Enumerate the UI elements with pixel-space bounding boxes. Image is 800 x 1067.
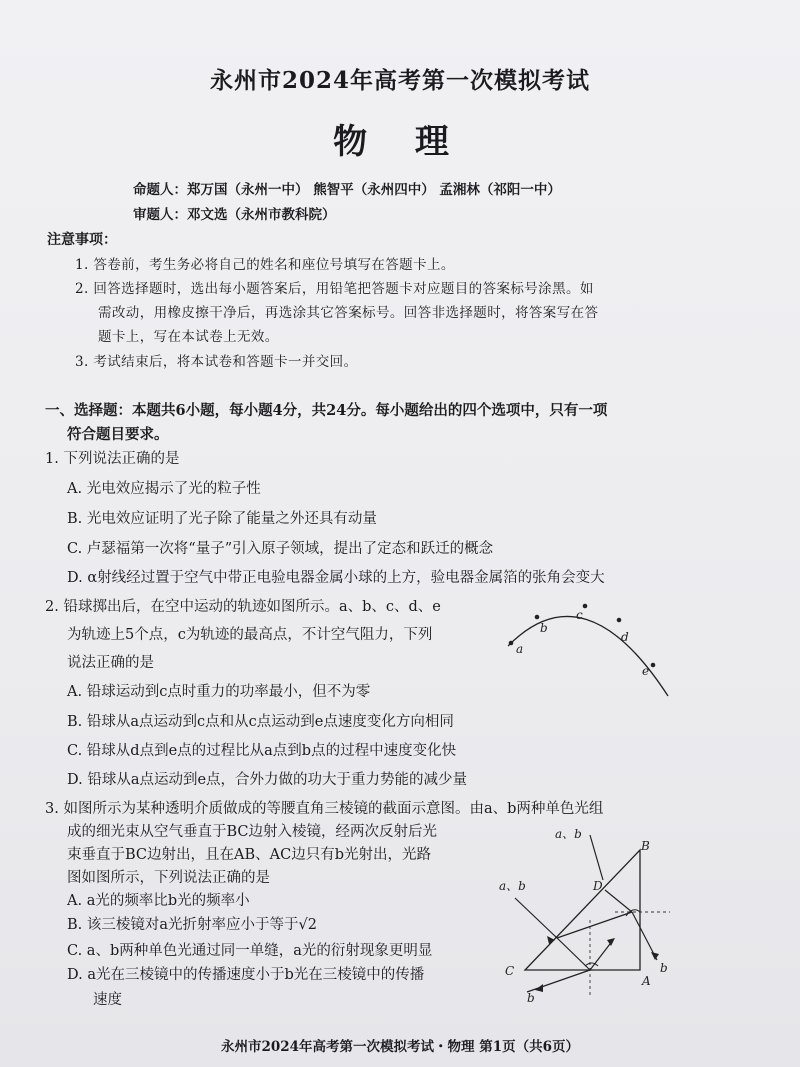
label-b-right: b [660, 961, 668, 975]
question-1-stem: 1. 下列说法正确的是 [45, 451, 180, 467]
notice-item: 题卡上，写在本试卷上无效。 [98, 329, 279, 345]
question-3-option-a: A. a光的频率比b光的频率小 [67, 893, 250, 909]
question-2-stem: 为轨迹上5个点，c为轨迹的最高点，不计空气阻力，下列 [67, 627, 433, 643]
question-2-option-b: B. 铅球从a点运动到c点和从c点运动到e点速度变化方向相同 [67, 714, 454, 730]
prism-figure [495, 820, 695, 1005]
question-2-option-a: A. 铅球运动到c点时重力的功率最小，但不为零 [67, 684, 371, 700]
point-d [617, 618, 622, 623]
question-3-stem: 束垂直于BC边射出，且在AB、AC边只有b光射出，光路 [67, 847, 431, 863]
label-B: B [641, 839, 650, 853]
label-C: C [505, 964, 515, 978]
question-3-option-b: B. 该三棱镜对a光折射率应小于等于√2 [67, 917, 317, 933]
question-1-option-b: B. 光电效应证明了光子除了能量之外还具有动量 [67, 511, 377, 527]
author-credits: 命题人：郑万国（永州一中） 熊智平（永州四中） 孟湘林（祁阳一中） [133, 182, 561, 198]
question-2-stem: 2. 铅球掷出后，在空中运动的轨迹如图所示。a、b、c、d、e [45, 599, 441, 615]
trajectory-curve [508, 616, 668, 696]
trajectory-figure [490, 590, 690, 705]
notice-item: 需改动，用橡皮擦干净后，再选涂其它答案标号。回答非选择题时，将答案写在答 [98, 305, 599, 321]
question-3-stem: 成的细光束从空气垂直于BC边射入棱镜，经两次反射后光 [67, 824, 438, 840]
label-e: e [642, 664, 650, 678]
question-3-option-d: D. a光在三棱镜中的传播速度小于b光在三棱镜中的传播 [67, 967, 425, 983]
notice-item: 3. 考试结束后，将本试卷和答题卡一并交回。 [75, 354, 358, 370]
section-heading: 一、选择题：本题共6小题，每小题4分，共24分。每小题给出的四个选项中，只有一项 [45, 402, 608, 419]
question-3-option-c: C. a、b两种单色光通过同一单缝，a光的衍射现象更明显 [67, 943, 433, 959]
label-a: a [516, 642, 524, 656]
subject-title: 物 理 [333, 122, 467, 162]
question-2-option-c: C. 铅球从d点到e点的过程比从a点到b点的过程中速度变化快 [67, 743, 457, 759]
notice-item: 2. 回答选择题时，选出每小题答案后，用铅笔把答题卡对应题目的答案标号涂黑。如 [75, 281, 594, 297]
label-A: A [642, 974, 651, 988]
notice-item: 1. 答卷前，考生务必将自己的姓名和座位号填写在答题卡上。 [75, 257, 455, 273]
question-2-stem: 说法正确的是 [67, 655, 154, 671]
label-b: b [540, 621, 548, 635]
section-heading: 符合题目要求。 [67, 426, 169, 443]
label-D: D [593, 879, 603, 893]
label-top-beam: a、b [555, 827, 582, 841]
question-3-option-d-cont: 速度 [93, 992, 122, 1008]
prism-triangle [525, 850, 640, 970]
notice-heading: 注意事项： [47, 232, 117, 248]
question-3-stem: 图如图所示，下列说法正确的是 [67, 870, 270, 886]
point-e [651, 663, 656, 668]
point-c [583, 604, 588, 609]
question-3-stem: 3. 如图所示为某种透明介质做成的等腰直角三棱镜的截面示意图。由a、b两种单色光组 [45, 801, 604, 817]
label-d: d [621, 630, 629, 644]
question-1-option-c: C. 卢瑟福第一次将“量子”引入原子领域，提出了定态和跃迁的概念 [67, 541, 494, 557]
question-1-option-d: D. α射线经过置于空气中带正电验电器金属小球的上方，验电器金属箔的张角会变大 [67, 570, 605, 586]
question-2-option-d: D. 铅球从a点运动到e点，合外力做的功大于重力势能的减少量 [67, 772, 468, 788]
point-b [535, 615, 540, 620]
label-c: c [576, 608, 583, 622]
page-footer: 永州市2024年高考第一次模拟考试・物理 第1页（共6页） [220, 1039, 580, 1055]
question-1-option-a: A. 光电效应揭示了光的粒子性 [67, 481, 261, 497]
label-b-bottom: b [527, 991, 535, 1005]
label-left-beam: a、b [499, 879, 526, 893]
reviewer-credits: 审题人：邓文选（永州市教科院） [133, 207, 336, 223]
point-a [509, 641, 514, 646]
exam-title: 永州市2024年高考第一次模拟考试 [209, 67, 590, 94]
